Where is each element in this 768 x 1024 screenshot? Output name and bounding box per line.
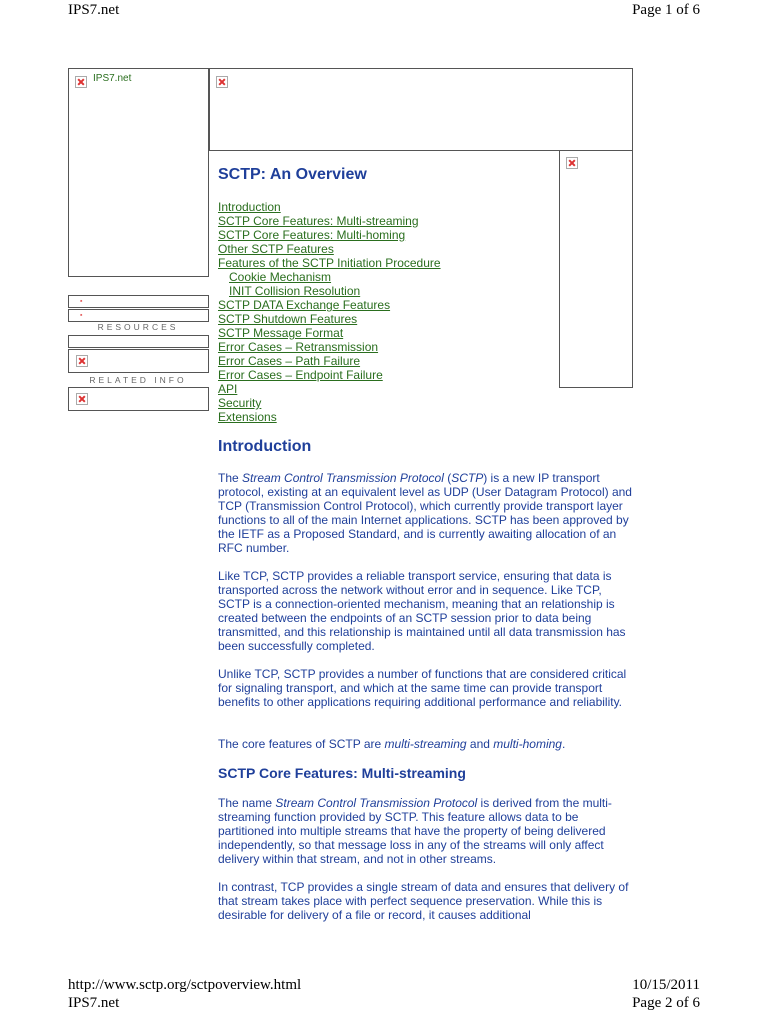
toc-link-introduction[interactable]: Introduction [218,200,281,214]
footer-page-number: Page 2 of 6 [632,995,700,1011]
resources-image-slot [68,295,209,308]
intro-paragraph: Like TCP, SCTP provides a reliable transport service, ensuring that data is transported across the network without error and in sequence. Like TCP, SCTP is a connection-oriented mechanism, meaning that an relationship is created between the endpoints of an SCTP session prior to data being transmitted, and this relationship is maintained until all data transmission has been successfully completed. [218,569,626,653]
toc-item [218,312,441,326]
broken-image-icon [566,157,578,169]
broken-image-icon: ✖ [80,299,83,303]
toc-item [218,284,441,298]
related-image-box [68,387,209,411]
toc-item [218,382,441,396]
toc-link-data-exchange[interactable]: SCTP DATA Exchange Features [218,298,391,312]
broken-image-icon: ✖ [80,313,83,317]
toc-link-retransmission[interactable]: Error Cases – Retransmission [218,340,379,354]
broken-image-icon [76,355,88,367]
toc-link-path-failure[interactable]: Error Cases – Path Failure [218,354,361,368]
multi-streaming-paragraph: The name Stream Control Transmission Protocol is derived from the multi-streaming function provided by SCTP. This feature allows data to be partitioned into multiple streams that have the property of being delivered independently, so that message loss in any of the streams will only affect delivery within that stream, and not in other streams. [218,796,612,866]
toc-item [218,256,441,270]
resources-image-slot [68,335,209,348]
toc-link-extensions[interactable]: Extensions [218,410,277,424]
intro-paragraph: Unlike TCP, SCTP provides a number of functions that are considered critical for signaling transport, and which at the same time can provide transport benefits to other applications requiring additional performance and reliability. [218,667,627,709]
related-info-label: RELATED INFO [89,375,187,385]
footer-url: http://www.sctp.org/sctpoverview.html [68,977,302,993]
multi-streaming-paragraph: In contrast, TCP provides a single stream of data and ensures that delivery of that stream takes place with perfect sequence preservation. While this is desirable for delivery of a file or record, it causes additional [218,880,629,922]
toc-item [218,200,441,214]
toc-link-init-collision[interactable]: INIT Collision Resolution [229,284,361,298]
page-header-site: IPS7.net [68,2,120,18]
toc-item [218,354,441,368]
toc-link-shutdown[interactable]: SCTP Shutdown Features [218,312,358,326]
toc-item [218,396,441,410]
footer-site: IPS7.net [68,995,120,1011]
logo-box [68,68,209,277]
table-of-contents [218,200,441,424]
toc-link-endpoint-failure[interactable]: Error Cases – Endpoint Failure [218,368,383,382]
intro-paragraph: The core features of SCTP are multi-streaming and multi-homing. [218,737,566,751]
site-logo-text[interactable]: IPS7.net [93,73,132,84]
footer-date: 10/15/2011 [632,977,700,993]
toc-item [218,242,441,256]
toc-item [218,410,441,424]
broken-image-icon [76,393,88,405]
toc-link-multi-streaming[interactable]: SCTP Core Features: Multi-streaming [218,214,419,228]
toc-link-cookie-mechanism[interactable]: Cookie Mechanism [229,270,332,284]
section-heading-multi-streaming: SCTP Core Features: Multi-streaming [218,765,466,781]
page-header-page-number: Page 1 of 6 [632,2,700,18]
toc-item [218,228,441,242]
resources-label: RESOURCES [97,322,179,332]
toc-link-multi-homing[interactable]: SCTP Core Features: Multi-homing [218,228,406,242]
toc-item [218,368,441,382]
broken-image-icon [216,76,228,88]
toc-link-security[interactable]: Security [218,396,262,410]
right-image-box [559,150,633,388]
section-heading-introduction: Introduction [218,438,312,455]
toc-item [218,270,441,284]
toc-item [218,326,441,340]
intro-paragraph: The Stream Control Transmission Protocol (SCTP) is a new IP transport protocol, existing at an equivalent level as UDP (User Datagram Protocol) and TCP (Transmission Control Protocol), which currently provide transport layer functions to all of the main Internet applications. SCTP has been approved by the IETF as a Proposed Standard, and is currently awaiting allocation of an RFC number. [218,471,632,555]
toc-item [218,340,441,354]
broken-image-icon [75,76,87,88]
toc-item [218,214,441,228]
page-title: SCTP: An Overview [218,166,367,183]
toc-link-other-features[interactable]: Other SCTP Features [218,242,334,256]
related-image-box [68,349,209,373]
resources-image-slot [68,309,209,322]
toc-link-api[interactable]: API [218,382,238,396]
toc-link-initiation-procedure[interactable]: Features of the SCTP Initiation Procedure [218,256,441,270]
toc-item [218,298,441,312]
banner-box [209,68,633,151]
toc-link-message-format[interactable]: SCTP Message Format [218,326,344,340]
